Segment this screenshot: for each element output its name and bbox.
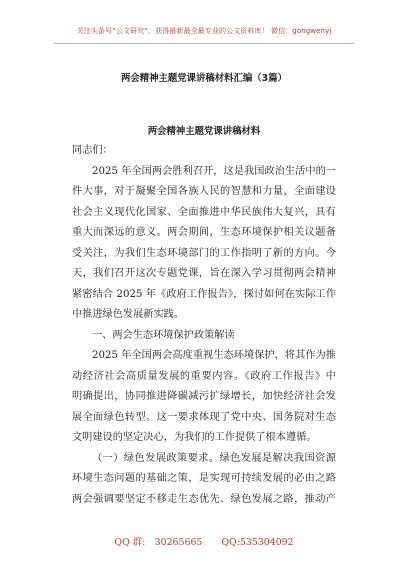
body-text: [72, 141, 336, 510]
paragraph-line: 2025 年全国两会胜利召开，这是我国政治生活中的一: [92, 165, 336, 177]
paragraph-line: 中推进绿色发展新实践。: [72, 309, 185, 320]
paragraph-line: 环境生态问题的基础之策，是实现可持续发展的必由之路: [72, 473, 336, 484]
footer-qq-number: QQ:535304092: [221, 537, 294, 548]
document-title: 两会精神主题党课讲稿材料汇编（3篇）: [121, 73, 287, 84]
paragraph-line: 天，我们召开这次专题党课，旨在深入学习贯彻两会精神: [72, 268, 336, 279]
salutation: 同志们：: [72, 145, 113, 156]
section-title: 两会精神主题党课讲稿材料: [147, 126, 261, 137]
paragraph-line: 件大事，对于凝聚全国各族人民的智慧和力量，全面建设: [72, 186, 336, 197]
paragraph-line: 文明建设的坚定决心，为我们的工作提供了根本遵循。: [72, 432, 317, 443]
section-heading: 一、两会生态环境保护政策解读: [92, 329, 235, 341]
paragraph-line: 动经济社会高质量发展的重要内容。《政府工作报告》中: [72, 370, 336, 382]
paragraph-line: 社会主义现代化国家、全面推进中华民族伟大复兴，具有: [72, 206, 336, 218]
header-banner: 关注头条号“公文研究”，获得最新最全最专业的公文资料库！ 微信：gongwenyj: [76, 27, 332, 35]
paragraph-line: 受关注，为我们生态环境部门的工作指明了新的方向。今: [72, 247, 336, 259]
footer-qq-group: QQ 群: 30265665: [114, 537, 203, 548]
paragraph-line: 展全面绿色转型。这一要求体现了党中央、国务院对生态: [72, 411, 336, 423]
header-divider: [54, 43, 354, 44]
paragraph-line: （一）绿色发展政策要求。绿色发展是解决我国资源: [92, 452, 336, 464]
paragraph-line: 两会强调要坚定不移走生态优先、绿色发展之路，推动产: [72, 493, 336, 505]
paragraph-line: 紧密结合 2025 年《政府工作报告》，探讨如何在实际工作: [72, 288, 336, 300]
paragraph-line: 2025 年全国两会高度重视生态环境保护，将其作为推: [92, 350, 336, 361]
paragraph-line: 重大而深远的意义。两会期间，生态环境保护相关议题备: [72, 227, 336, 238]
footer-contact: [0, 534, 408, 548]
paragraph-line: 明确提出，协同推进降碳减污扩绿增长，加快经济社会发: [72, 391, 336, 402]
